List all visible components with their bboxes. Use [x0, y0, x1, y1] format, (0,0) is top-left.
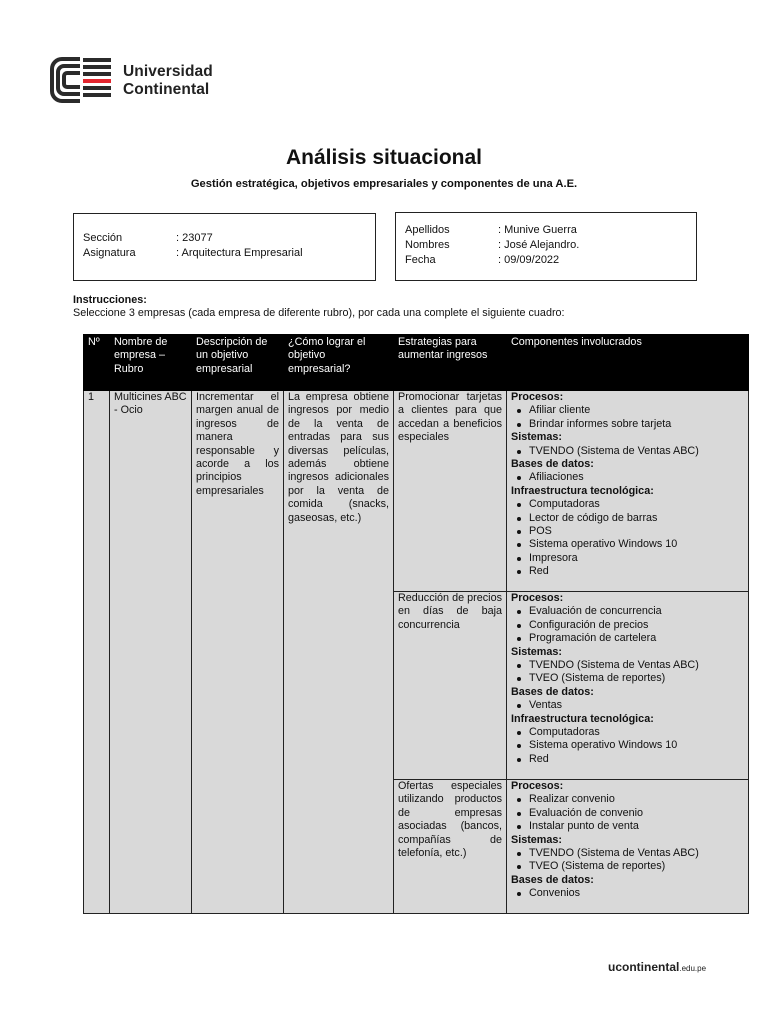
surname-row	[405, 223, 577, 239]
list-item: Afiliar cliente	[525, 404, 744, 417]
surname-label: Apellidos	[405, 224, 450, 236]
name-row	[405, 238, 579, 254]
infra-label: Infraestructura tecnológica:	[511, 484, 654, 497]
logo-mark-icon	[50, 57, 114, 103]
bases-list	[511, 471, 744, 484]
list-item: Computadoras	[525, 726, 744, 739]
strategy-3: Ofertas especiales utilizando productos de empresas asociadas (bancos, compañías de telefonía, etc.)	[394, 780, 507, 914]
list-item: Brindar informes sobre tarjeta	[525, 418, 744, 431]
footer-main: ucontinental	[608, 960, 680, 974]
row-num: 1	[84, 391, 110, 914]
course-info-box	[73, 213, 376, 281]
list-item: Instalar punto de venta	[525, 820, 744, 833]
bases-label: Bases de datos:	[511, 685, 594, 698]
header-objective: Descripción de un objetivo empresarial	[192, 335, 284, 391]
section-label: Sección	[83, 232, 123, 244]
bases-label: Bases de datos:	[511, 873, 594, 886]
sistemas-label: Sistemas:	[511, 431, 563, 444]
list-item: Afiliaciones	[525, 471, 744, 484]
page-subtitle: Gestión estratégica, objetivos empresariales y componentes de una A.E.	[190, 178, 578, 190]
list-item: Evaluación de concurrencia	[525, 605, 744, 618]
instructions-text: Seleccione 3 empresas (cada empresa de diferente rubro), por cada una complete el siguiente cuadro:	[73, 307, 565, 319]
components-1	[507, 391, 749, 592]
list-item: Programación de cartelera	[525, 632, 744, 645]
surname-value: : Munive Guerra	[498, 224, 577, 236]
row-objective: Incrementar el margen anual de ingresos de manera responsable y acorde a los principios empresariales	[192, 391, 284, 914]
list-item: TVENDO (Sistema de Ventas ABC)	[525, 847, 744, 860]
subject-value: : Arquitectura Empresarial	[176, 247, 303, 259]
list-item: Realizar convenio	[525, 793, 744, 806]
date-row	[405, 253, 559, 269]
infra-label: Infraestructura tecnológica:	[511, 712, 654, 725]
list-item: Computadoras	[525, 498, 744, 511]
header-num: Nº	[84, 335, 110, 391]
header-components: Componentes involucrados	[507, 335, 749, 391]
list-item: TVENDO (Sistema de Ventas ABC)	[525, 659, 744, 672]
header-company: Nombre de empresa – Rubro	[110, 335, 192, 391]
list-item: POS	[525, 525, 744, 538]
strategy-1: Promocionar tarjetas a clientes para que accedan a beneficios especiales	[394, 391, 507, 592]
list-item: Configuración de precios	[525, 619, 744, 632]
list-item: Lector de código de barras	[525, 512, 744, 525]
page-title: Análisis situacional	[285, 146, 483, 169]
list-item: TVEO (Sistema de reportes)	[525, 860, 744, 873]
list-item: Impresora	[525, 552, 744, 565]
bases-label: Bases de datos:	[511, 458, 594, 471]
instructions-title: Instrucciones:	[73, 294, 147, 306]
analysis-table	[83, 334, 749, 914]
name-value: : José Alejandro.	[498, 239, 580, 251]
list-item: Red	[525, 565, 744, 578]
procesos-label: Procesos:	[511, 780, 564, 792]
logo-line2: Continental	[123, 81, 210, 98]
list-item: Red	[525, 753, 744, 766]
list-item: Ventas	[525, 699, 744, 712]
table-row	[84, 391, 749, 592]
date-label: Fecha	[405, 254, 436, 266]
date-value: : 09/09/2022	[498, 254, 560, 266]
header-how: ¿Cómo lograr el objetivo empresarial?	[284, 335, 394, 391]
name-label: Nombres	[405, 239, 450, 251]
components-3	[507, 780, 749, 914]
sistemas-list	[511, 659, 744, 686]
list-item: TVENDO (Sistema de Ventas ABC)	[525, 445, 744, 458]
sistemas-list	[511, 847, 744, 874]
procesos-label: Procesos:	[511, 592, 564, 604]
row-how: La empresa obtiene ingresos por medio de la venta de entradas para sus diversas películas, además obtiene ingresos adicionales por la venta de comida (snacks, gaseosas, etc.)	[284, 391, 394, 914]
sistemas-list	[511, 445, 744, 458]
table-header-row	[84, 335, 749, 391]
sistemas-label: Sistemas:	[511, 833, 563, 846]
student-info-box	[395, 212, 697, 281]
bases-list	[511, 887, 744, 900]
bases-list	[511, 699, 744, 712]
subject-row	[83, 246, 303, 262]
list-item: TVEO (Sistema de reportes)	[525, 672, 744, 685]
procesos-list	[511, 605, 744, 645]
strategy-2: Reducción de precios en días de baja concurrencia	[394, 592, 507, 780]
components-2	[507, 592, 749, 780]
section-row	[83, 231, 213, 247]
list-item: Sistema operativo Windows 10	[525, 538, 744, 551]
university-logo	[50, 57, 270, 107]
infra-list	[511, 726, 744, 766]
subject-label: Asignatura	[83, 247, 136, 259]
footer-website	[608, 960, 706, 974]
infra-list	[511, 498, 744, 578]
procesos-list	[511, 404, 744, 431]
list-item: Sistema operativo Windows 10	[525, 739, 744, 752]
footer-suffix: .edu.pe	[679, 964, 707, 973]
logo-text	[123, 63, 213, 99]
list-item: Evaluación de convenio	[525, 807, 744, 820]
logo-line1: Universidad	[123, 63, 213, 80]
procesos-label: Procesos:	[511, 391, 564, 403]
row-company: Multicines ABC - Ocio	[110, 391, 192, 914]
header-strategies: Estrategias para aumentar ingresos	[394, 335, 507, 391]
procesos-list	[511, 793, 744, 833]
list-item: Convenios	[525, 887, 744, 900]
sistemas-label: Sistemas:	[511, 645, 563, 658]
section-value: : 23077	[176, 232, 213, 244]
